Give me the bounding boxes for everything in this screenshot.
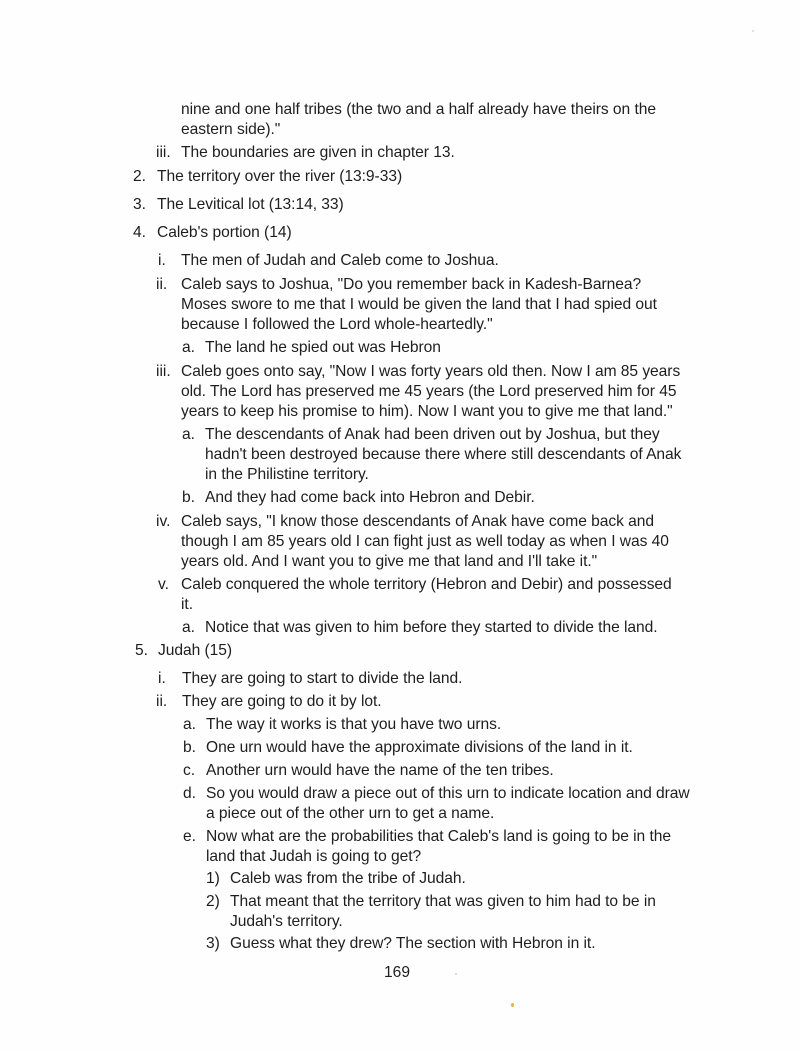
outline-marker-letter: c. [183, 762, 196, 779]
outline-item-text: They are going to start to divide the land. [182, 670, 463, 687]
page-number: 169 [384, 964, 411, 981]
outline-item-text: Now what are the probabilities that Caleb's land is going to be in the [206, 828, 671, 845]
outline-item-text: Caleb goes onto say, "Now I was forty years old then. Now I am 85 years [181, 363, 681, 380]
outline-marker-roman: i. [158, 670, 166, 687]
outline-text-continuation: nine and one half tribes (the two and a half already have theirs on the [181, 101, 656, 118]
outline-marker-paren-number: 1) [206, 870, 220, 887]
outline-marker-letter: a. [182, 619, 196, 636]
outline-item-text: Judah (15) [158, 642, 233, 659]
outline-text-continuation: it. [181, 596, 193, 613]
outline-text-continuation: though I am 85 years old I can fight just as well today as when I was 40 [181, 533, 669, 550]
outline-item-text: Another urn would have the name of the ten tribes. [206, 762, 554, 779]
outline-item-text: Guess what they drew? The section with Hebron in it. [230, 935, 596, 952]
outline-item-text: Caleb says to Joshua, "Do you remember back in Kadesh-Barnea? [181, 276, 642, 293]
outline-marker-number: 4. [133, 224, 147, 241]
outline-item-text: Caleb conquered the whole territory (Hebron and Debir) and possessed [181, 576, 672, 593]
outline-item-text: And they had come back into Hebron and Debir. [205, 489, 535, 506]
outline-marker-paren-number: 3) [206, 935, 220, 952]
outline-marker-letter: d. [183, 785, 197, 802]
outline-marker-roman: ii. [156, 276, 168, 293]
outline-marker-roman: v. [158, 576, 169, 593]
outline-marker-number: 5. [135, 642, 149, 659]
outline-item-text: The territory over the river (13:9-33) [157, 168, 403, 185]
outline-marker-roman: iii. [156, 144, 171, 161]
outline-marker-paren-number: 2) [206, 893, 220, 910]
outline-item-text: The descendants of Anak had been driven out by Joshua, but they [205, 426, 660, 443]
outline-text-continuation: hadn't been destroyed because there where still descendants of Anak [205, 446, 682, 463]
outline-marker-roman: ii. [156, 693, 168, 710]
scan-speck [752, 30, 754, 32]
outline-item-text: The way it works is that you have two urns. [206, 716, 502, 733]
outline-item-text: One urn would have the approximate divisions of the land in it. [206, 739, 633, 756]
outline-text-continuation: a piece out of the other urn to get a name. [206, 805, 495, 822]
outline-marker-letter: e. [183, 828, 197, 845]
outline-marker-number: 2. [133, 168, 147, 185]
outline-item-text: Notice that was given to him before they started to divide the land. [205, 619, 658, 636]
outline-item-text: The land he spied out was Hebron [205, 339, 441, 356]
outline-text-continuation: Judah's territory. [230, 913, 343, 930]
outline-item-text: The Levitical lot (13:14, 33) [157, 196, 344, 213]
outline-marker-letter: a. [183, 716, 197, 733]
outline-text-continuation: because I followed the Lord whole-heartedly." [181, 316, 493, 333]
outline-marker-letter: a. [182, 426, 196, 443]
outline-marker-letter: a. [182, 339, 196, 356]
outline-marker-roman: iv. [156, 513, 171, 530]
outline-marker-roman: i. [158, 252, 166, 269]
scan-speck [511, 1003, 514, 1007]
outline-text-continuation: years to keep his promise to him). Now I want you to give me that land." [181, 403, 673, 420]
outline-text-continuation: eastern side)." [181, 121, 281, 138]
outline-marker-number: 3. [133, 196, 147, 213]
outline-item-text: The men of Judah and Caleb come to Joshua. [181, 252, 499, 269]
outline-text-continuation: in the Philistine territory. [205, 466, 369, 483]
outline-marker-letter: b. [182, 489, 196, 506]
outline-text-continuation: land that Judah is going to get? [206, 848, 422, 865]
outline-text-continuation: Moses swore to me that I would be given the land that I had spied out [181, 296, 657, 313]
outline-marker-letter: b. [183, 739, 197, 756]
outline-item-text: Caleb's portion (14) [157, 224, 292, 241]
outline-item-text: The boundaries are given in chapter 13. [181, 144, 455, 161]
outline-text-continuation: years old. And I want you to give me that land and I'll take it." [181, 553, 598, 570]
outline-marker-roman: iii. [156, 363, 171, 380]
outline-text-continuation: old. The Lord has preserved me 45 years (the Lord preserved him for 45 [181, 383, 677, 400]
outline-item-text: Caleb says, "I know those descendants of Anak have come back and [181, 513, 655, 530]
outline-item-text: So you would draw a piece out of this urn to indicate location and draw [206, 785, 690, 802]
scan-speck [455, 973, 457, 975]
outline-item-text: That meant that the territory that was given to him had to be in [230, 893, 656, 910]
outline-item-text: Caleb was from the tribe of Judah. [230, 870, 466, 887]
outline-item-text: They are going to do it by lot. [182, 693, 382, 710]
